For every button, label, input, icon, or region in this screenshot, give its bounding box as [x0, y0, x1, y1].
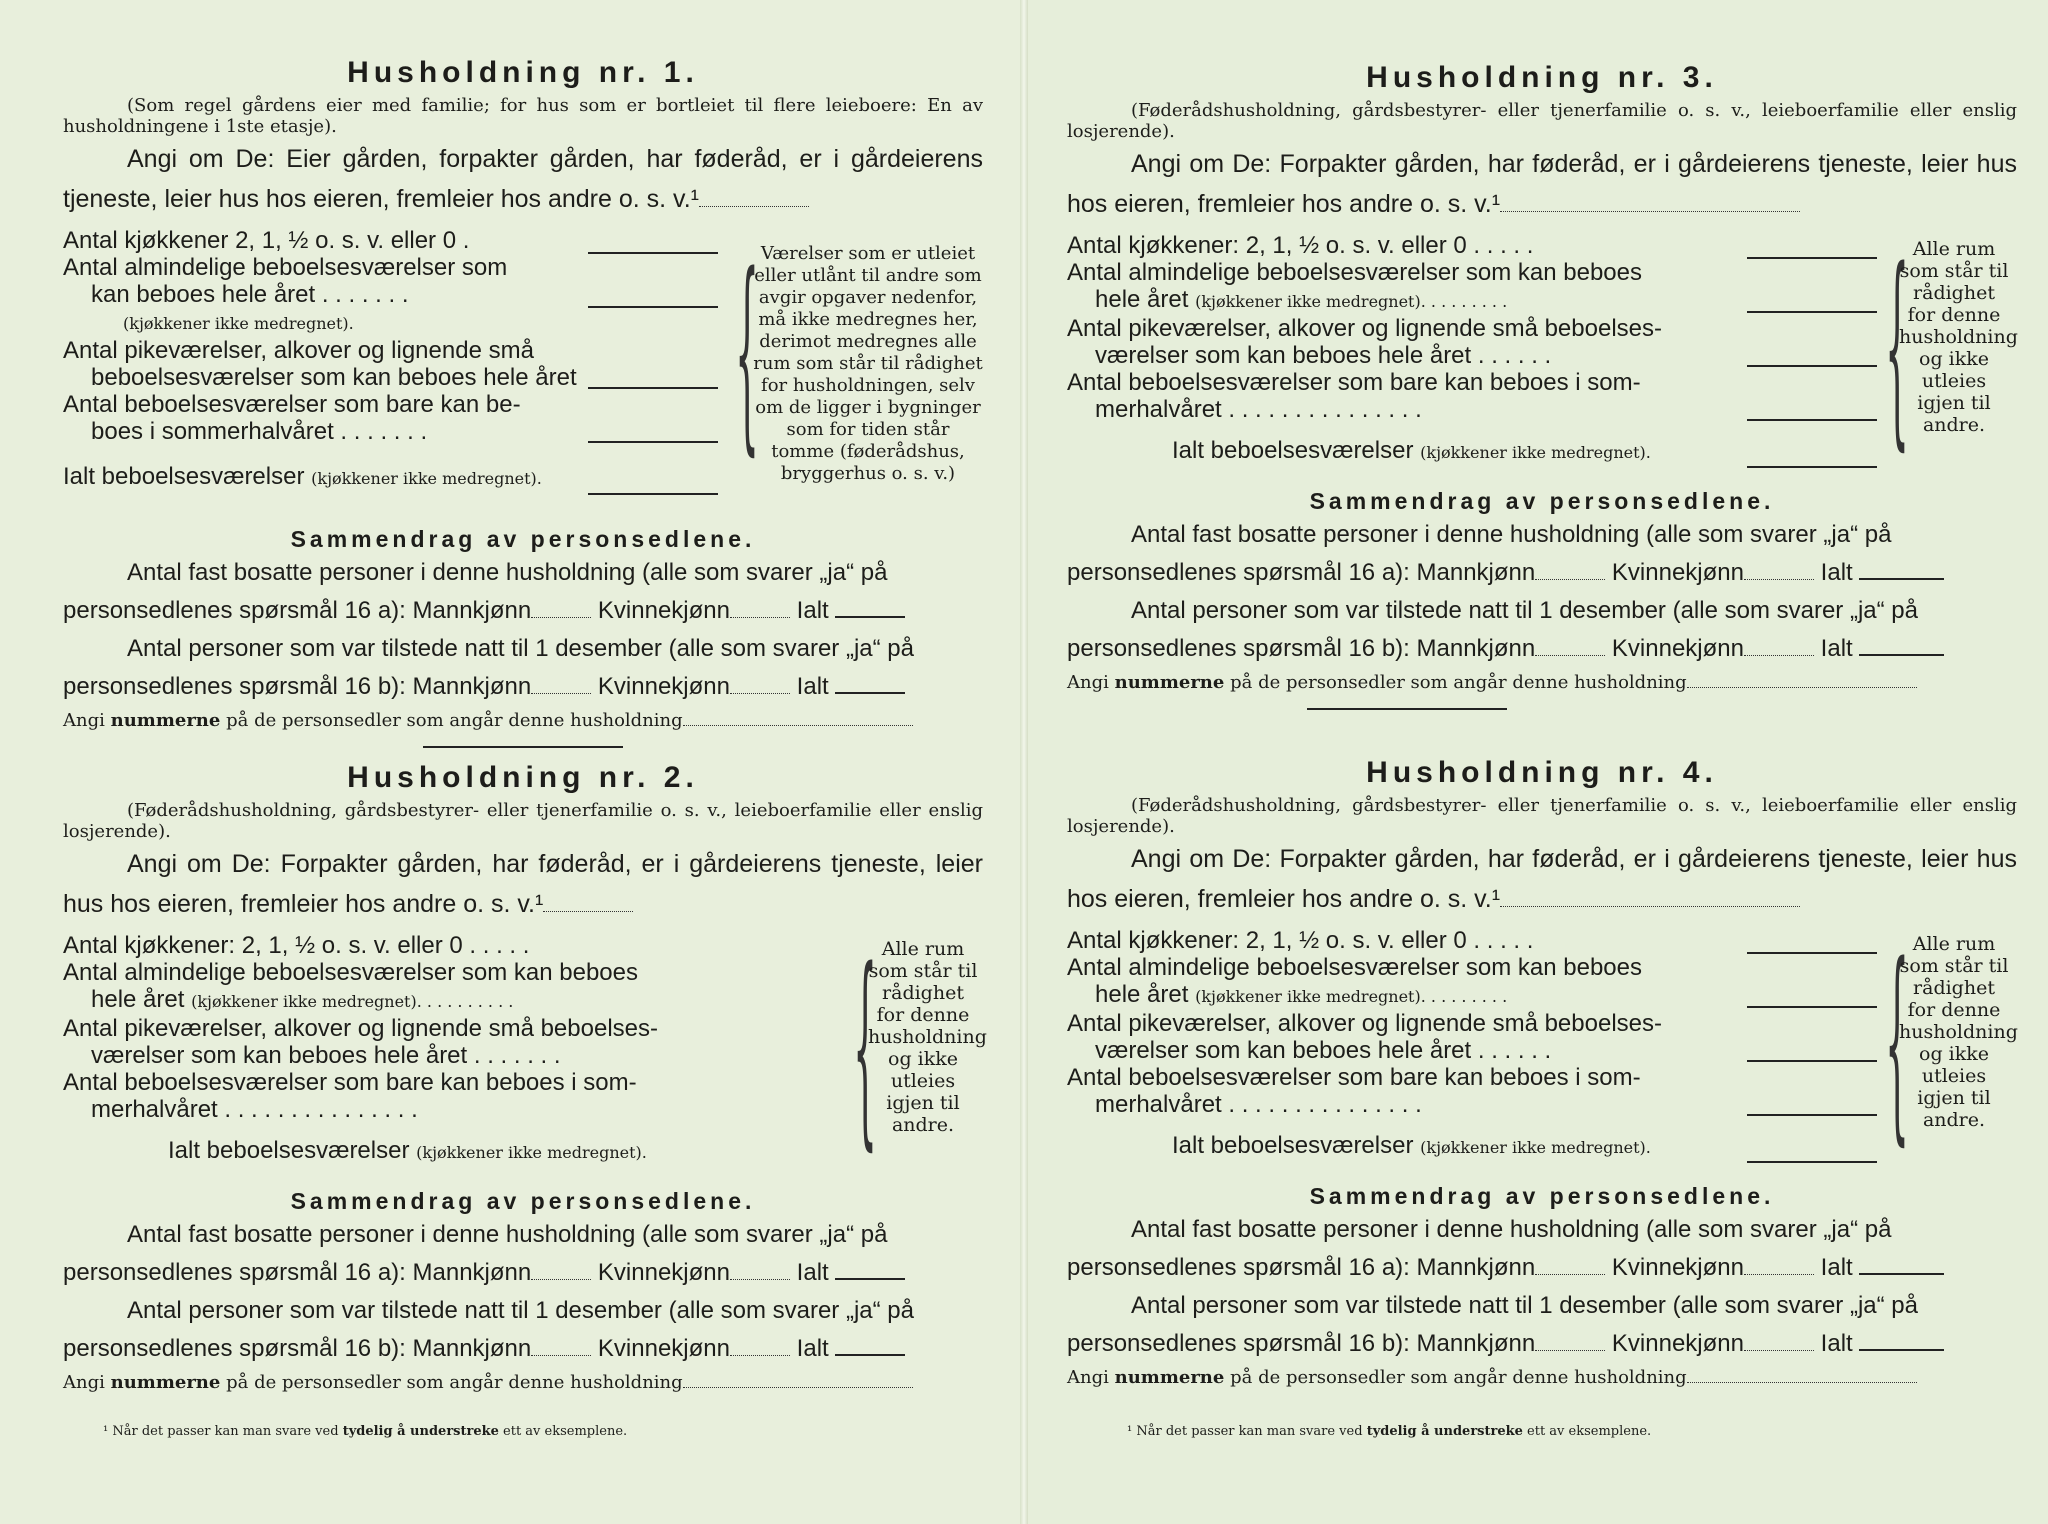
angi-post: på de personsedler som angår denne husholdning	[226, 1372, 683, 1393]
row-maid-rooms: Antal pikeværelser, alkover og lignende små	[63, 337, 534, 364]
section-divider	[423, 746, 623, 748]
summary-tilstede-line	[63, 1330, 983, 1368]
ialt-label: Ialt	[1820, 635, 1853, 662]
kvinne-input[interactable]	[1744, 1350, 1814, 1351]
total-label: Ialt beboelsesværelser	[1172, 1132, 1414, 1159]
ordinary-rooms-input[interactable]	[1747, 311, 1877, 313]
mann-input[interactable]	[1535, 579, 1605, 580]
angi-input[interactable]	[1687, 1382, 1917, 1383]
row-maid-rooms: Antal pikeværelser, alkover og lignende små beboelses-	[63, 1015, 658, 1042]
footnote	[103, 1424, 627, 1439]
angi-post: på de personsedler som angår denne husholdning	[1230, 672, 1687, 693]
household-3-rooms	[1067, 224, 2018, 482]
kitchens-input[interactable]	[1747, 257, 1877, 259]
household-4-rows	[1067, 927, 1662, 1118]
summary-tilstede-intro: Antal personer som var tilstede natt til 1 desember (alle som svarer „ja“ på	[127, 1297, 914, 1324]
q-label: personsedlenes spørsmål 16 a):	[63, 1259, 406, 1286]
household-4-side-note: Alle rum som står til rådighet for denne husholdning og ikke utleies igjen til andre.	[1899, 933, 2018, 1131]
kvinne-label: Kvinnekjønn	[597, 673, 730, 700]
ialt-input[interactable]	[1859, 1349, 1944, 1351]
household-2-rows	[63, 932, 658, 1123]
ialt-input[interactable]	[835, 1278, 905, 1280]
ialt-input[interactable]	[835, 616, 905, 618]
ialt-label: Ialt	[796, 673, 829, 700]
q-label: personsedlenes spørsmål 16 a):	[63, 597, 406, 624]
summary-tilstede-intro: Antal personer som var tilstede natt til 1 desember (alle som svarer „ja“ på	[127, 635, 914, 662]
mann-label: Mannkjønn	[1416, 1254, 1536, 1281]
total-sub: (kjøkkener ikke medregnet).	[416, 1143, 647, 1162]
household-3	[1067, 60, 2017, 710]
angi-line	[1067, 1363, 2017, 1393]
ialt-input[interactable]	[835, 692, 905, 694]
total-sub: (kjøkkener ikke medregnet).	[1420, 443, 1651, 462]
household-3-title: Husholdning nr. 3.	[1366, 61, 1718, 94]
kvinne-input[interactable]	[730, 1355, 790, 1356]
household-2-rooms	[63, 924, 987, 1182]
mann-input[interactable]	[1535, 1274, 1605, 1275]
summer-rooms-input[interactable]	[1747, 1114, 1877, 1116]
summer-rooms-input[interactable]	[588, 441, 718, 443]
row-text: beboelsesværelser som kan beboes hele året	[91, 364, 577, 391]
household-2-summary	[63, 1186, 983, 1398]
row-ordinary-rooms: Antal almindelige beboelsesværelser som kan beboes	[1067, 954, 1642, 981]
footnote-mark: ¹	[1127, 1424, 1133, 1439]
brace-icon: {	[853, 924, 878, 1169]
left-page	[0, 0, 1020, 1524]
household-1-title: Husholdning nr. 1.	[347, 56, 699, 89]
right-page	[1028, 0, 2048, 1524]
row-text: værelser som kan beboes hele året . . . . . .	[1095, 1037, 1552, 1064]
household-3-note: (Føderådshusholdning, gårdsbestyrer- eller tjenerfamilie o. s. v., leieboerfamilie eller enslig losjerende).	[1067, 100, 2017, 142]
ialt-label: Ialt	[1820, 559, 1853, 586]
footnote-mark: ¹	[103, 1424, 109, 1439]
mann-label: Mannkjønn	[412, 1335, 532, 1362]
household-4-intro-text: Angi om De: Forpakter gården, har føderåd, er i gårdeierens tjeneste, leier hus hos eieren, fremleier hos andre o. s. v.¹	[1067, 845, 2017, 913]
mann-label: Mannkjønn	[412, 1259, 532, 1286]
q-label: personsedlenes spørsmål 16 b):	[63, 1335, 406, 1362]
row-kitchens: Antal kjøkkener: 2, 1, ½ o. s. v. eller 0 . . . . .	[1067, 232, 1534, 259]
footnote-pre: Når det passer kan man svare ved	[1136, 1424, 1363, 1439]
maid-rooms-input[interactable]	[588, 387, 718, 389]
mann-label: Mannkjønn	[1416, 1330, 1536, 1357]
q-label: personsedlenes spørsmål 16 a):	[1067, 1254, 1410, 1281]
angi-line	[1067, 668, 2017, 698]
row-ordinary-rooms: Antal almindelige beboelsesværelser som kan beboes	[63, 959, 638, 986]
summary-tilstede-line	[1067, 630, 2017, 668]
household-4-rooms	[1067, 919, 2018, 1177]
q-label: personsedlenes spørsmål 16 b):	[1067, 635, 1410, 662]
summary-fast-intro: Antal fast bosatte personer i denne husholdning (alle som svarer „ja“ på	[1131, 521, 1892, 548]
brace-icon: {	[1885, 224, 1910, 469]
section-divider	[1307, 708, 1507, 710]
mann-input[interactable]	[531, 693, 591, 694]
household-4-summary	[1067, 1181, 2017, 1393]
summary-fast-intro: Antal fast bosatte personer i denne husholdning (alle som svarer „ja“ på	[127, 1221, 888, 1248]
row-maid-rooms: Antal pikeværelser, alkover og lignende små beboelses-	[1067, 315, 1662, 342]
total-label: Ialt beboelsesværelser	[63, 463, 305, 490]
mann-input[interactable]	[531, 617, 591, 618]
household-1-rooms	[63, 227, 983, 502]
row-summer-rooms-cont	[1067, 1091, 1662, 1118]
ialt-label: Ialt	[796, 1259, 829, 1286]
q-label: personsedlenes spørsmål 16 a):	[1067, 559, 1410, 586]
mann-label: Mannkjønn	[412, 597, 532, 624]
ordinary-rooms-input[interactable]	[588, 306, 718, 308]
kvinne-label: Kvinnekjønn	[1611, 559, 1744, 586]
ialt-input[interactable]	[1859, 578, 1944, 580]
kvinne-label: Kvinnekjønn	[597, 597, 730, 624]
footnote-bold: tydelig å understreke	[1366, 1424, 1523, 1439]
household-1	[63, 55, 983, 748]
household-2-title: Husholdning nr. 2.	[347, 761, 699, 794]
angi-bold: nummerne	[110, 710, 221, 731]
summary-fast-line	[1067, 554, 2017, 592]
angi-input[interactable]	[683, 1387, 913, 1388]
maid-rooms-input[interactable]	[1747, 365, 1877, 367]
total-rooms-input[interactable]	[1747, 466, 1877, 468]
angi-line	[63, 1368, 983, 1398]
summary-title: Sammendrag av personsedlene.	[290, 1188, 756, 1214]
row-summer-rooms: Antal beboelsesværelser som bare kan be-	[63, 391, 521, 418]
household-4-total	[1172, 1132, 1651, 1160]
household-2	[63, 760, 987, 1398]
summary-fast-line	[63, 1254, 983, 1292]
kvinne-input[interactable]	[1744, 579, 1814, 580]
row-maid-rooms: Antal pikeværelser, alkover og lignende små beboelses-	[1067, 1010, 1662, 1037]
summary-fast-intro: Antal fast bosatte personer i denne husholdning (alle som svarer „ja“ på	[1131, 1216, 1892, 1243]
mann-input[interactable]	[1535, 655, 1605, 656]
angi-bold: nummerne	[110, 1372, 221, 1393]
household-4-intro	[1067, 839, 2017, 919]
angi-input[interactable]	[1687, 687, 1917, 688]
row-text: værelser som kan beboes hele året . . . . . . .	[91, 1042, 561, 1069]
household-4-note: (Føderådshusholdning, gårdsbestyrer- eller tjenerfamilie o. s. v., leieboerfamilie eller enslig losjerende).	[1067, 795, 2017, 837]
mann-label: Mannkjønn	[1416, 559, 1536, 586]
angi-pre: Angi	[1067, 1367, 1109, 1388]
footnote-bold: tydelig å understreke	[342, 1424, 499, 1439]
maid-rooms-input[interactable]	[1747, 1060, 1877, 1062]
kvinne-input[interactable]	[730, 617, 790, 618]
summary-fast-line	[63, 592, 983, 630]
total-rooms-input[interactable]	[588, 493, 718, 495]
row-ordinary-rooms: Antal almindelige beboelsesværelser som kan beboes	[1067, 259, 1642, 286]
household-2-intro-text: Angi om De: Forpakter gården, har føderåd, er i gårdeierens tjeneste, leier hus hos eieren, fremleier hos andre o. s. v.¹	[63, 850, 983, 918]
page-fold	[1020, 0, 1028, 1524]
total-rooms-input[interactable]	[1747, 1161, 1877, 1163]
household-3-intro	[1067, 144, 2017, 224]
angi-line	[63, 706, 983, 736]
mann-label: Mannkjønn	[1416, 635, 1536, 662]
footnote	[1127, 1424, 1651, 1439]
row-maid-rooms-cont	[1067, 342, 1662, 369]
angi-pre: Angi	[63, 1372, 105, 1393]
summary-tilstede-line	[1067, 1325, 2017, 1363]
row-text: værelser som kan beboes hele året . . . . . .	[1095, 342, 1552, 369]
summary-title: Sammendrag av personsedlene.	[1309, 488, 1775, 514]
kvinne-input[interactable]	[730, 1279, 790, 1280]
ialt-label: Ialt	[1820, 1330, 1853, 1357]
row-summer-rooms: Antal beboelsesværelser som bare kan beboes i som-	[1067, 1064, 1641, 1091]
footnote-post: ett av eksemplene.	[503, 1424, 628, 1439]
q-label: personsedlenes spørsmål 16 b):	[63, 673, 406, 700]
q-label: personsedlenes spørsmål 16 b):	[1067, 1330, 1410, 1357]
mann-input[interactable]	[531, 1355, 591, 1356]
row-summer-rooms-cont	[63, 418, 577, 445]
kitchens-input[interactable]	[1747, 952, 1877, 954]
row-subnote: (kjøkkener ikke medregnet).	[123, 314, 354, 333]
household-3-total	[1172, 437, 1651, 465]
row-text: boes i sommerhalvåret . . . . . . .	[91, 418, 428, 445]
total-label: Ialt beboelsesværelser	[168, 1137, 410, 1164]
household-3-rows	[1067, 232, 1662, 423]
summer-rooms-input[interactable]	[1747, 419, 1877, 421]
row-ordinary-note	[63, 308, 577, 337]
household-4	[1067, 755, 2017, 1393]
row-text: merhalvåret . . . . . . . . . . . . . . .	[1095, 396, 1422, 423]
ordinary-rooms-input[interactable]	[1747, 1006, 1877, 1008]
kvinne-label: Kvinnekjønn	[1611, 1254, 1744, 1281]
row-ordinary-rooms-cont	[63, 986, 658, 1015]
household-1-intro-text: Angi om De: Eier gården, forpakter gården, har føderåd, er i gårdeierens tjeneste, leier hus hos eieren, fremleier hos andre o. s. v.¹	[63, 145, 983, 213]
row-summer-rooms: Antal beboelsesværelser som bare kan beboes i som-	[1067, 369, 1641, 396]
summary-title: Sammendrag av personsedlene.	[290, 526, 756, 552]
row-text: hele året	[1095, 981, 1189, 1008]
row-summer-rooms: Antal beboelsesværelser som bare kan beboes i som-	[63, 1069, 637, 1096]
row-subnote: (kjøkkener ikke medregnet). . . . . . . . . .	[191, 992, 514, 1011]
household-3-summary	[1067, 486, 2017, 710]
household-2-intro	[63, 844, 983, 924]
summary-tilstede-intro: Antal personer som var tilstede natt til 1 desember (alle som svarer „ja“ på	[1131, 1292, 1918, 1319]
row-ordinary-rooms: Antal almindelige beboelsesværelser som	[63, 254, 508, 281]
summary-tilstede-intro: Antal personer som var tilstede natt til 1 desember (alle som svarer „ja“ på	[1131, 597, 1918, 624]
brace-icon: {	[1885, 919, 1910, 1164]
total-sub: (kjøkkener ikke medregnet).	[1420, 1138, 1651, 1157]
row-summer-rooms-cont	[63, 1096, 658, 1123]
intro-answer-line[interactable]	[543, 911, 633, 912]
total-label: Ialt beboelsesværelser	[1172, 437, 1414, 464]
ialt-label: Ialt	[1820, 1254, 1853, 1281]
angi-pre: Angi	[1067, 672, 1109, 693]
summary-fast-line	[1067, 1249, 2017, 1287]
household-1-note: (Som regel gårdens eier med familie; for hus som er bortleiet til flere leieboere: En av husholdningene i 1ste etasje).	[63, 95, 983, 137]
brace-icon: {	[735, 229, 760, 474]
row-subnote: (kjøkkener ikke medregnet). . . . . . . . .	[1195, 292, 1508, 311]
kvinne-input[interactable]	[1744, 1274, 1814, 1275]
row-ordinary-rooms-cont	[63, 281, 577, 308]
household-3-intro-text: Angi om De: Forpakter gården, har føderåd, er i gårdeierens tjeneste, leier hus hos eieren, fremleier hos andre o. s. v.¹	[1067, 150, 2017, 218]
row-maid-rooms-cont	[63, 1042, 658, 1069]
row-text: merhalvåret . . . . . . . . . . . . . . .	[1095, 1091, 1422, 1118]
row-maid-rooms-cont	[1067, 1037, 1662, 1064]
row-maid-rooms-cont	[63, 364, 577, 391]
mann-input[interactable]	[531, 1279, 591, 1280]
row-text: hele året	[1095, 286, 1189, 313]
household-1-intro	[63, 139, 983, 219]
ialt-input[interactable]	[1859, 654, 1944, 656]
household-2-note: (Føderådshusholdning, gårdsbestyrer- eller tjenerfamilie o. s. v., leieboerfamilie eller enslig losjerende).	[63, 800, 983, 842]
row-kitchens: Antal kjøkkener: 2, 1, ½ o. s. v. eller 0 . . . . .	[1067, 927, 1534, 954]
footnote-pre: Når det passer kan man svare ved	[112, 1424, 339, 1439]
angi-bold: nummerne	[1114, 1367, 1225, 1388]
mann-input[interactable]	[1535, 1350, 1605, 1351]
ialt-label: Ialt	[796, 597, 829, 624]
kvinne-input[interactable]	[730, 693, 790, 694]
row-text: merhalvåret . . . . . . . . . . . . . . .	[91, 1096, 418, 1123]
row-ordinary-rooms-cont	[1067, 981, 1662, 1010]
intro-answer-line[interactable]	[1500, 906, 1800, 907]
kvinne-label: Kvinnekjønn	[1611, 1330, 1744, 1357]
mann-label: Mannkjønn	[412, 673, 532, 700]
row-kitchens: Antal kjøkkener: 2, 1, ½ o. s. v. eller 0 . . . . .	[63, 932, 530, 959]
household-1-summary	[63, 524, 983, 748]
intro-answer-line[interactable]	[1500, 211, 1800, 212]
household-1-side-note: Værelser som er utleiet eller utlånt til andre som avgir opgaver nedenfor, må ikke medregnes her, derimot medregnes alle rum som står til rådighet for husholdningen, selv om de ligger i bygninger som for tiden står tomme (føderådshus, bryggerhus o. s. v.)	[753, 243, 983, 484]
angi-pre: Angi	[63, 710, 105, 731]
summary-fast-intro: Antal fast bosatte personer i denne husholdning (alle som svarer „ja“ på	[127, 559, 888, 586]
ialt-label: Ialt	[796, 1335, 829, 1362]
household-1-total	[63, 463, 542, 491]
household-4-title: Husholdning nr. 4.	[1366, 756, 1718, 789]
summary-title: Sammendrag av personsedlene.	[1309, 1183, 1775, 1209]
footnote-post: ett av eksemplene.	[1527, 1424, 1652, 1439]
ialt-input[interactable]	[1859, 1273, 1944, 1275]
angi-input[interactable]	[683, 725, 913, 726]
intro-answer-line[interactable]	[699, 206, 809, 207]
row-kitchens: Antal kjøkkener 2, 1, ½ o. s. v. eller 0 .	[63, 227, 470, 254]
kvinne-input[interactable]	[1744, 655, 1814, 656]
household-2-side-note: Alle rum som står til rådighet for denne husholdning og ikke utleies igjen til andre.	[868, 938, 987, 1136]
kvinne-label: Kvinnekjønn	[1611, 635, 1744, 662]
household-2-total	[168, 1137, 647, 1165]
household-3-side-note: Alle rum som står til rådighet for denne husholdning og ikke utleies igjen til andre.	[1899, 238, 2018, 436]
row-text: kan beboes hele året . . . . . . .	[91, 281, 409, 308]
row-ordinary-rooms-cont	[1067, 286, 1662, 315]
total-sub: (kjøkkener ikke medregnet).	[311, 469, 542, 488]
household-1-rows	[63, 227, 577, 445]
row-text: hele året	[91, 986, 185, 1013]
summary-tilstede-line	[63, 668, 983, 706]
kvinne-label: Kvinnekjønn	[597, 1259, 730, 1286]
angi-post: på de personsedler som angår denne husholdning	[1230, 1367, 1687, 1388]
row-summer-rooms-cont	[1067, 396, 1662, 423]
angi-bold: nummerne	[1114, 672, 1225, 693]
ialt-input[interactable]	[835, 1354, 905, 1356]
kitchens-input[interactable]	[588, 252, 718, 254]
angi-post: på de personsedler som angår denne husholdning	[226, 710, 683, 731]
row-subnote: (kjøkkener ikke medregnet). . . . . . . . .	[1195, 987, 1508, 1006]
kvinne-label: Kvinnekjønn	[597, 1335, 730, 1362]
